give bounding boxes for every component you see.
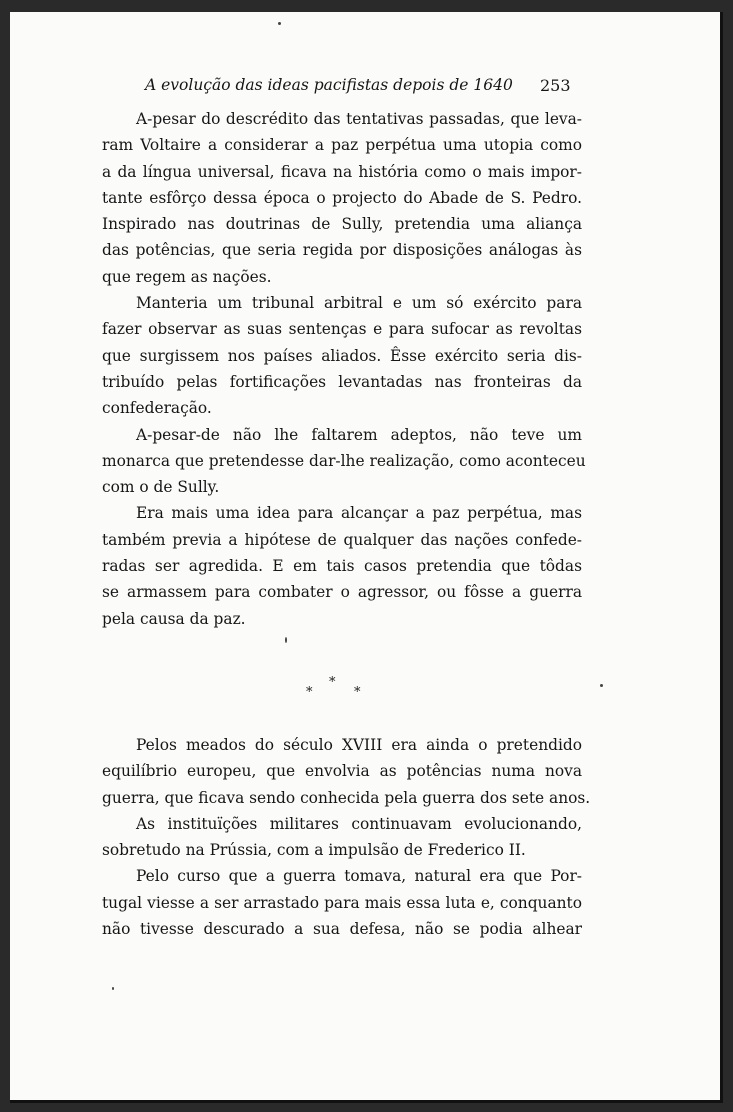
text-line: pela causa da paz. bbox=[102, 609, 246, 628]
text-line: tribuído pelas fortificações levantadas nas fronteiras da bbox=[102, 372, 582, 391]
paper-speck bbox=[112, 987, 114, 990]
text-line: Pelo curso que a guerra tomava, natural era que Por- bbox=[136, 867, 582, 886]
text-line: sobretudo na Prússia, com a impulsão de Frederico II. bbox=[102, 841, 526, 860]
running-title: A evolução das ideas pacifistas depois de 1640 bbox=[145, 76, 513, 94]
text-line: Inspirado nas doutrinas de Sully, pretendia uma aliança bbox=[102, 215, 582, 234]
text-line: não tivesse descurado a sua defesa, não se podia alhear bbox=[102, 920, 582, 939]
text-line: A-pesar do descrédito das tentativas passadas, que leva- bbox=[136, 110, 582, 128]
text-line: As instituïções militares continuavam evolucionando, bbox=[136, 814, 582, 833]
paper-sheet bbox=[10, 12, 723, 1103]
text-block-main bbox=[102, 106, 586, 632]
text-line: fazer observar as suas sentenças e para sufocar as revoltas bbox=[102, 320, 582, 339]
asterisk: * bbox=[354, 685, 361, 700]
text-line: Pelos meados do século XVIII era ainda o pretendido bbox=[136, 736, 582, 754]
text-line: equilíbrio europeu, que envolvia as potências numa nova bbox=[102, 762, 582, 781]
text-line: A-pesar-de não lhe faltarem adeptos, não teve um bbox=[136, 425, 582, 444]
asterisk: * bbox=[329, 675, 336, 690]
text-line: Manteria um tribunal arbitral e um só exército para bbox=[136, 294, 582, 313]
text-line: também previa a hipótese de qualquer das nações confede- bbox=[102, 530, 582, 549]
text-line: guerra, que ficava sendo conhecida pela guerra dos sete anos. bbox=[102, 788, 591, 807]
asterisk: * bbox=[306, 685, 313, 700]
text-line: radas ser agredida. E em tais casos pretendia que tôdas bbox=[102, 557, 582, 576]
text-block-second bbox=[102, 732, 591, 942]
text-line: tugal viesse a ser arrastado para mais essa luta e, conquanto bbox=[102, 893, 582, 912]
text-line: monarca que pretendesse dar-lhe realização, como aconteceu bbox=[102, 451, 586, 470]
text-line: tante esfôrço dessa época o projecto do Abade de S. Pedro. bbox=[102, 188, 582, 207]
text-line: Era mais uma idea para alcançar a paz perpétua, mas bbox=[136, 504, 582, 523]
paper-speck bbox=[285, 637, 287, 643]
text-line: que surgissem nos países aliados. Êsse exército seria dis- bbox=[102, 346, 582, 365]
page-header bbox=[10, 76, 720, 100]
paper-speck bbox=[278, 22, 281, 25]
paper-speck bbox=[600, 684, 603, 687]
section-separator bbox=[306, 675, 376, 703]
text-line: que regem as nações. bbox=[102, 267, 272, 286]
text-line: confederação. bbox=[102, 399, 212, 418]
page-number: 253 bbox=[540, 76, 571, 95]
text-line: a da língua universal, ficava na história como o mais impor- bbox=[102, 162, 582, 181]
text-line: com o de Sully. bbox=[102, 478, 220, 497]
text-line: se armassem para combater o agressor, ou fôsse a guerra bbox=[102, 583, 582, 602]
text-line: das potências, que seria regida por disposições análogas às bbox=[102, 241, 582, 260]
text-line: ram Voltaire a considerar a paz perpétua uma utopia como bbox=[102, 136, 582, 155]
